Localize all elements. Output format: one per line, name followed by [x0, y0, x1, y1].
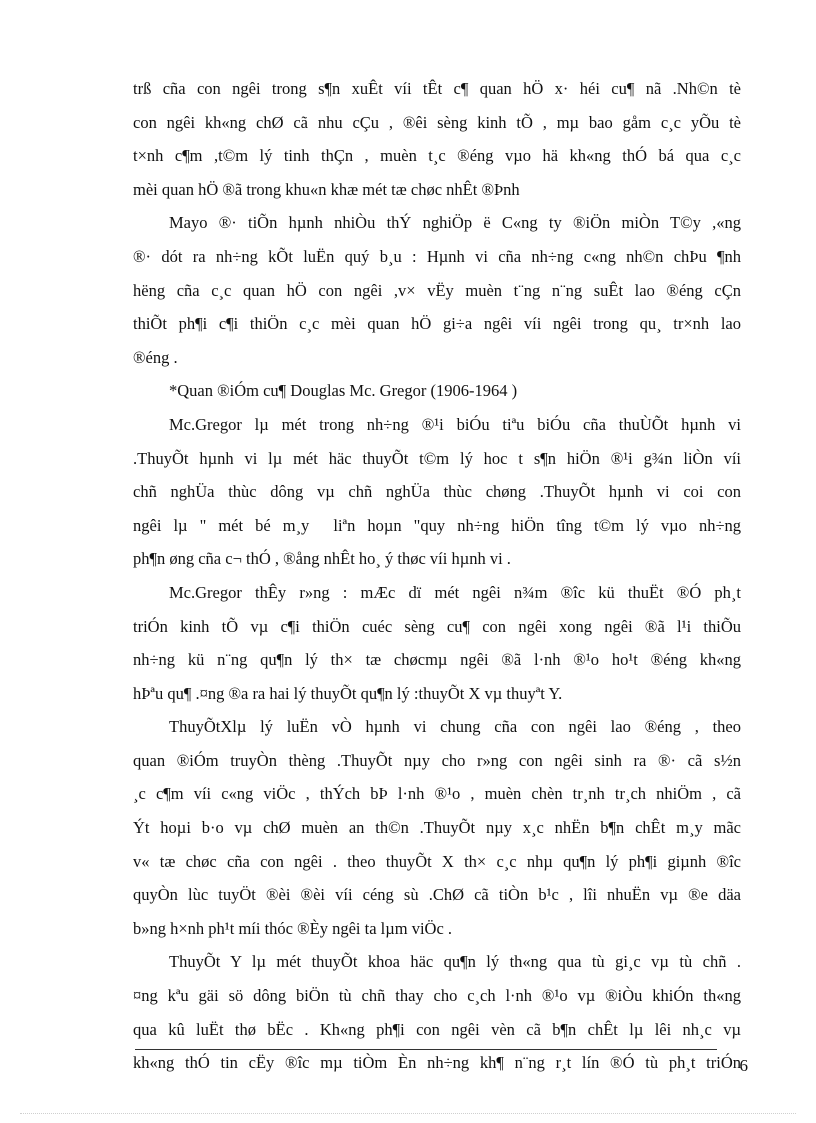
text-line: kh«ng thÓ tin cËy ®îc mµ tiÒm Èn nh÷ng kh¶ n¨ng r¸t lín ®Ó tù ph¸t triÓn — [133, 1053, 741, 1073]
body-text — [133, 72, 741, 1080]
text-line: con ngêi kh«ng chØ cã nhu cÇu , ®êi sèng kinh tÕ , mµ bao gåm c¸c yÕu tè — [133, 112, 741, 132]
text-line: thiÕt ph¶i c¶i thiÖn c¸c mèi quan hÖ gi÷a ngêi víi ngêi trong qu¸ tr×nh lao — [133, 314, 741, 334]
text-line: hëng cña c¸c quan hÖ con ngêi ,v× vËy muèn t¨ng n¨ng suÊt lao ®éng cÇn — [133, 280, 741, 300]
text-line: quan ®iÓm truyÒn thèng .ThuyÕt nµy cho r»ng con ngêi sinh ra ®· cã s½n — [133, 750, 741, 770]
text-line: ¸c c¶m víi c«ng viÖc , thÝch bÞ l·nh ®¹o , muèn chèn tr¸nh tr¸ch nhiÖm , cã — [133, 784, 741, 804]
text-line: v« tæ chøc cña con ngêi . theo thuyÕt X th× c¸c nhµ qu¶n lý ph¶i giµnh ®îc — [133, 851, 741, 871]
text-line: triÓn kinh tÕ vµ c¶i thiÖn cuéc sèng cu¶ con ngêi xong ngêi ®ã l¹i thiÕu — [133, 616, 741, 636]
text-line: trß cña con ngêi trong s¶n xuÊt víi tÊt c¶ quan hÖ x· héi cu¶ nã .Nh©n tè — [133, 79, 741, 98]
text-line: Mc.Gregor thÊy r»ng : mÆc dï mét ngêi n¾m ®îc kü thuËt ®Ó ph¸t — [169, 582, 741, 602]
text-line: *Quan ®iÓm cu¶ Douglas Mc. Gregor (1906-1964 ) — [169, 381, 518, 401]
text-line: ®éng . — [133, 347, 178, 367]
text-line: Mayo ®· tiÕn hµnh nhiÒu thÝ nghiÖp ë C«ng ty ®iÖn miÒn T©y ,«ng — [169, 213, 741, 233]
page-number: 6 — [739, 1056, 748, 1075]
footer-rule — [135, 1049, 717, 1050]
text-line: mèi quan hÖ ®ã trong khu«n khæ mét tæ chøc nhÊt ®Þnh — [133, 179, 520, 199]
text-line: ngêi lµ " mét bé m¸y liªn hoµn "quy nh÷ng hiÖn tîng t©m lý vµo nh÷ng — [133, 515, 741, 535]
text-line: ThuyÕtXlµ lý luËn vÒ hµnh vi chung cña con ngêi lao ®éng , theo — [169, 717, 741, 737]
text-line: quyÒn lùc tuyÖt ®èi ®èi víi céng sù .ChØ cã tiÒn b¹c , lîi nhuËn vµ ®e däa — [133, 885, 741, 905]
text-line: Mc.Gregor lµ mét trong nh÷ng ®¹i biÓu tiªu biÓu cña thuÙÕt hµnh vi — [169, 414, 741, 434]
text-line: t×nh c¶m ,t©m lý tinh thÇn , muèn t¸c ®éng vµo hä kh«ng thÓ bá qua c¸c — [133, 146, 741, 166]
text-line: ®· dót ra nh÷ng kÕt luËn quý b¸u : Hµnh vi cña nh÷ng c«ng nh©n chÞu ¶nh — [133, 246, 741, 266]
text-line: nh÷ng kü n¨ng qu¶n lý th× tæ chøcmµ ngêi ®ã l·nh ®¹o ho¹t ®éng kh«ng — [133, 650, 741, 670]
text-line: ¤ng kªu gäi sö dông biÖn tù chñ thay cho c¸ch l·nh ®¹o vµ ®iÒu khiÓn th«ng — [133, 986, 741, 1006]
page-bottom-border — [20, 1113, 796, 1114]
text-line: qua kû luËt thø bËc . Kh«ng ph¶i con ngêi vèn cã b¶n chÊt lµ lêi nh¸c vµ — [133, 1019, 741, 1039]
text-line: ph¶n øng cña c¬ thÓ , ®ång nhÊt ho¸ ý thøc víi hµnh vi . — [133, 549, 511, 569]
text-line: .ThuyÕt hµnh vi lµ mét häc thuyÕt t©m lý hoc t s¶n hiÖn ®¹i g¾n liÒn víi — [133, 448, 741, 468]
text-line: chñ nghÜa thùc dông vµ chñ nghÜa thùc chøng .ThuyÕt hµnh vi coi con — [133, 482, 741, 502]
text-line: Ýt hoµi b·o vµ chØ muèn an th©n .ThuyÕt nµy x¸c nhËn b¶n chÊt m¸y mãc — [133, 818, 741, 838]
text-line: ThuyÕt Y lµ mét thuyÕt khoa häc qu¶n lý th«ng qua tù gi¸c vµ tù chñ . — [169, 952, 741, 972]
text-line: b»ng h×nh ph¹t míi thóc ®Èy ngêi ta lµm viÖc . — [133, 918, 453, 938]
text-line: hÞªu qu¶ .¤ng ®a ra hai lý thuyÕt qu¶n lý :thuyÕt X vµ thuyªt Y. — [133, 683, 563, 703]
